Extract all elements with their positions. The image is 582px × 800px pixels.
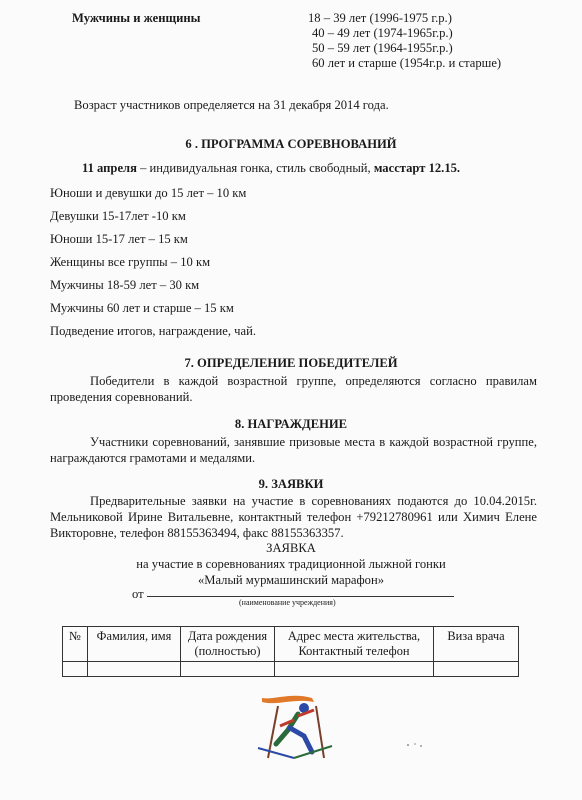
table-cell[interactable] bbox=[275, 662, 434, 677]
skier-logo-icon bbox=[254, 686, 334, 762]
column-name: Фамилия, имя bbox=[88, 627, 181, 662]
program-schedule bbox=[82, 160, 460, 176]
form-event: «Малый мурмашинский марафон» bbox=[197, 573, 385, 587]
awards-heading: 8. НАГРАЖДЕНИЕ bbox=[234, 417, 348, 431]
program-mass: масстарт 12.15. bbox=[373, 161, 461, 175]
table-cell[interactable] bbox=[434, 662, 519, 677]
program-item-5: Мужчины 18-59 лет – 30 км bbox=[50, 278, 200, 292]
age-groups bbox=[308, 10, 501, 70]
organization-line[interactable] bbox=[147, 596, 454, 597]
program-heading: 6 . ПРОГРАММА СОРЕВНОВАНИЙ bbox=[185, 137, 397, 151]
table-cell[interactable] bbox=[88, 662, 181, 677]
program-item-3: Юноши 15-17 лет – 15 км bbox=[50, 232, 188, 246]
program-item-6: Мужчины 60 лет и старше – 15 км bbox=[50, 301, 234, 315]
application-table bbox=[62, 626, 519, 677]
table-row[interactable] bbox=[63, 662, 519, 677]
age-group-4: 60 лет и старше (1954г.р. и старше) bbox=[312, 56, 502, 70]
form-subtitle: на участие в соревнованиях традиционной лыжной гонки bbox=[136, 557, 446, 571]
form-from-label: от bbox=[132, 587, 144, 601]
applications-text: Предварительные заявки на участие в соревнованиях подаются до 10.04.2015г. Мельниковой Ирине Витальевне, контактный телефон +79212780961 или Химич Елене Викторовне, телефон 88155363494, факс 88155363357. bbox=[50, 494, 537, 540]
winners-heading: 7. ОПРЕДЕЛЕНИЕ ПОБЕДИТЕЛЕЙ bbox=[184, 356, 398, 370]
age-group-1: 18 – 39 лет (1996-1975 г.р.) bbox=[308, 11, 452, 25]
table-cell[interactable] bbox=[63, 662, 88, 677]
column-visa: Виза врача bbox=[434, 627, 519, 662]
program-desc: – индивидуальная гонка, стиль свободный, bbox=[136, 161, 374, 175]
categories-label: Мужчины и женщины bbox=[72, 11, 201, 25]
winners-text: Победители в каждой возрастной группе, определяются согласно правилам проведения соревнований. bbox=[50, 374, 537, 404]
column-number: № bbox=[63, 627, 88, 662]
program-item-2: Девушки 15-17лет -10 км bbox=[50, 209, 186, 223]
table-cell[interactable] bbox=[181, 662, 275, 677]
program-item-1: Юноши и девушки до 15 лет – 10 км bbox=[50, 186, 247, 200]
program-item-4: Женщины все группы – 10 км bbox=[50, 255, 211, 269]
form-from-hint: (наименование учреждения) bbox=[239, 598, 336, 607]
age-group-2: 40 – 49 лет (1974-1965г.р.) bbox=[312, 26, 453, 40]
scan-specks-icon bbox=[406, 740, 426, 750]
column-birthdate: Дата рождения (полностью) bbox=[181, 627, 275, 662]
form-title: ЗАЯВКА bbox=[266, 541, 316, 555]
column-address: Адрес места жительства, Контактный телефон bbox=[275, 627, 434, 662]
awards-text: Участники соревнований, занявшие призовые места в каждой возрастной группе, награждаются грамотами и медалями. bbox=[50, 435, 537, 465]
age-group-3: 50 – 59 лет (1964-1955г.р.) bbox=[312, 41, 453, 55]
table-header-row bbox=[63, 627, 519, 662]
applications-heading: 9. ЗАЯВКИ bbox=[258, 477, 324, 491]
program-date: 11 апреля bbox=[82, 161, 137, 175]
program-item-7: Подведение итогов, награждение, чай. bbox=[50, 324, 256, 338]
age-note: Возраст участников определяется на 31 декабря 2014 года. bbox=[74, 98, 389, 112]
